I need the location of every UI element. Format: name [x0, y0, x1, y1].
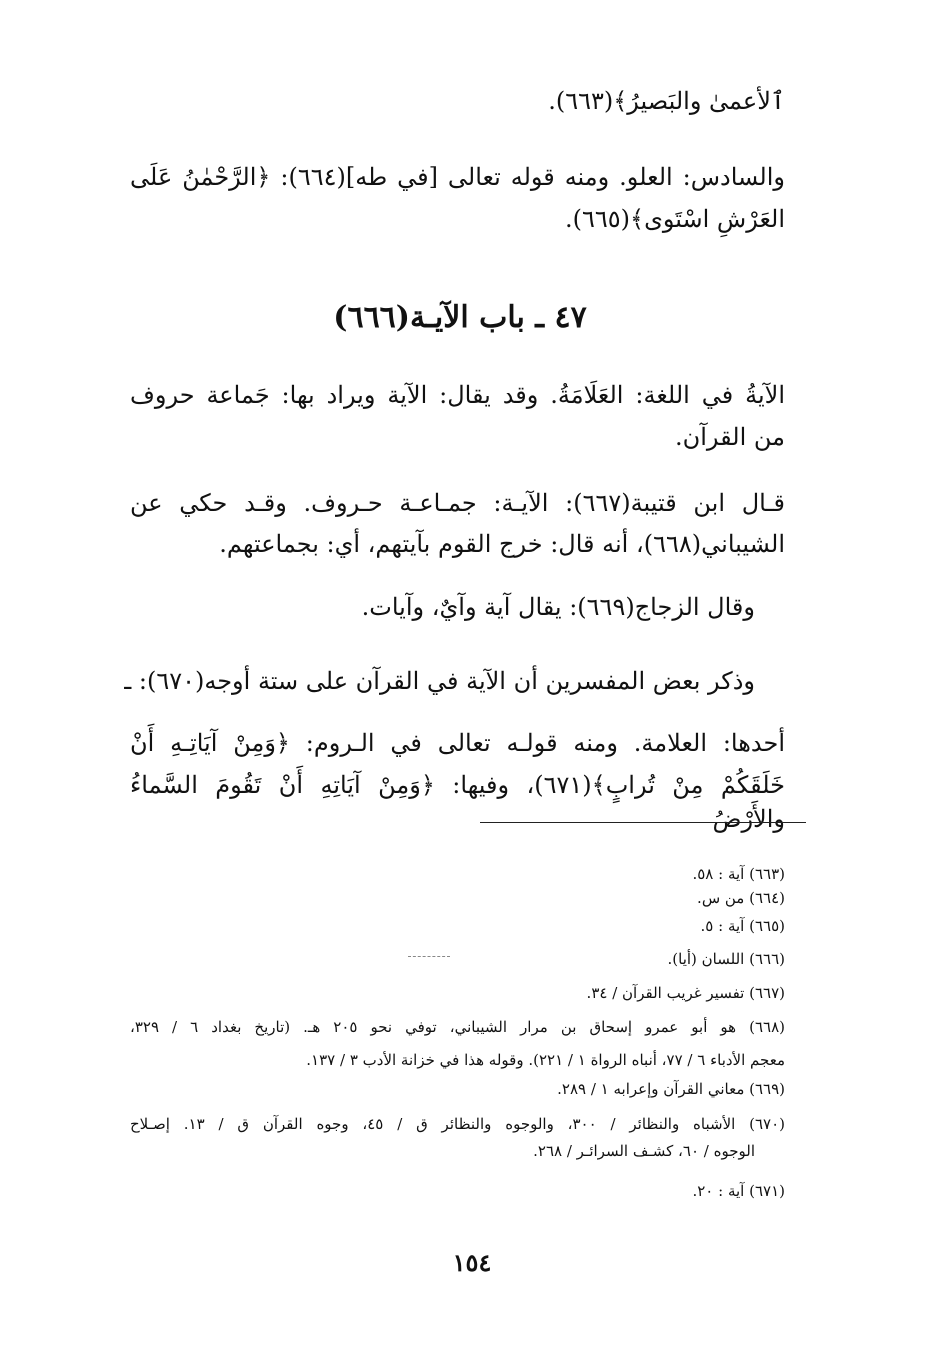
text-line: وذكر بعض المفسرين أن الآية في القرآن على ستة أوجه(٦٧٠): ـ: [124, 667, 755, 695]
text-line: خَلَقَكُمْ مِنْ تُرابٍ﴾(٦٧١)، وفيها: ﴿وَمِنْ آيَاتِهِ أَنْ تَقُومَ السَّماءُ والأَرْضُ: [130, 771, 785, 833]
footnote: (٦٧٠) الأشباه والنظائر / ٣٠٠، والوجوه والنظائر ق / ٤٥، وجوه القرآن ق / ١٣. إصـلاح: [130, 1115, 785, 1133]
text-line: من القرآن.: [674, 423, 785, 451]
text-line: وقال الزجاج(٦٦٩): يقال آية وآيٌ، وآيات.: [361, 593, 755, 621]
footnote: (٦٦٤) من س.: [697, 889, 785, 907]
footnote: (٦٦٥) آية : ٥.: [700, 917, 785, 935]
footnote: (٦٦٧) تفسير غريب القرآن / ٣٤.: [586, 984, 785, 1002]
footnote: (٦٦٨) هو أبو عمرو إسحاق بن مرار الشيباني، توفي نحو ٢٠٥ هـ. (تاريخ بغداد ٦ / ٣٢٩،: [130, 1018, 786, 1036]
text-line: قـال ابن قتيبة(٦٦٧): الآيـة: جمـاعـة حـروف. وقـد حكي عن: [130, 489, 785, 517]
footnote: (٦٧١) آية : ٢٠.: [692, 1182, 785, 1200]
text-line: أحدها: العلامة. ومنه قولـه تعالى في الـروم: ﴿وَمِنْ آيَاتِـهِ أَنْ: [130, 729, 785, 757]
footnote-separator: [480, 822, 806, 823]
footnote: (٦٦٦) اللسان (أيا).: [667, 950, 785, 968]
scan-mark: [408, 956, 450, 957]
text-line: الآيةُ في اللغة: العَلَامَةُ. وقد يقال: الآية ويراد بها: جَماعة حروف: [130, 381, 785, 409]
text-line: ٱلأعمىٰ والبَصيرُ﴾(٦٦٣).: [548, 87, 785, 115]
page-number: ١٥٤: [452, 1248, 492, 1277]
text-line: العَرْشِ اسْتَوى﴾(٦٦٥).: [564, 205, 785, 233]
section-heading: ٤٧ ـ باب الآيـة(٦٦٦): [333, 300, 587, 335]
footnote: (٦٦٩) معاني القرآن وإعرابه ١ / ٢٨٩.: [557, 1080, 785, 1098]
text-line: الشيباني(٦٦٨)، أنه قال: خرج القوم بآيتهم، أي: بجماعتهم.: [219, 530, 785, 558]
text-line: والسادس: العلو. ومنه قوله تعالى [في طه](٦٦٤): ﴿الرَّحْمٰنُ عَلَى: [130, 163, 785, 191]
footnote-continuation: معجم الأدباء ٦ / ٧٧، أنباه الرواة ١ / ٢٢١). وقوله هذا في خزانة الأدب ٣ / ١٣٧.: [306, 1051, 785, 1069]
footnote: (٦٦٣) آية : ٥٨.: [692, 865, 785, 883]
footnote-continuation: الوجوه / ٦٠، كشـف السرائـر / ٢٦٨.: [533, 1142, 755, 1160]
